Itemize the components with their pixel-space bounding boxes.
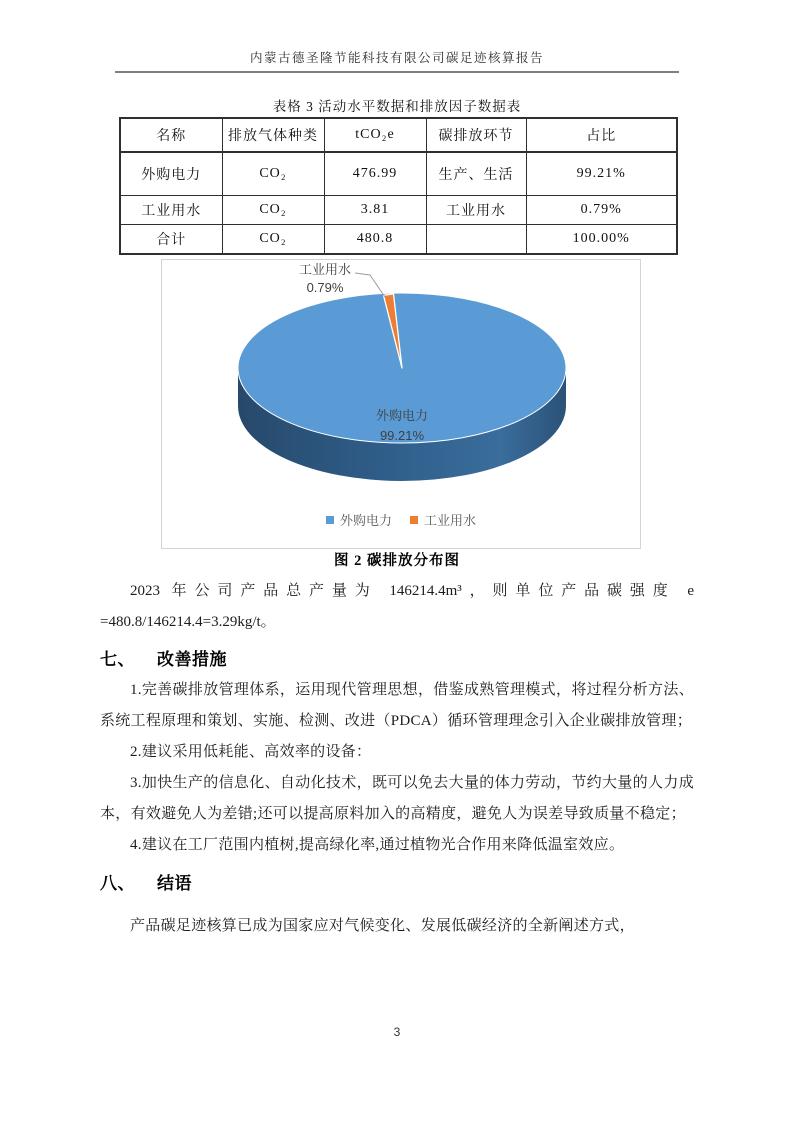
header-divider [115, 71, 679, 73]
cell-gas: CO₂ [222, 152, 324, 196]
activity-data-table [119, 117, 678, 255]
legend-item-purchased-electricity [326, 510, 392, 529]
cell-gas: CO₂ [222, 196, 324, 225]
body-text [100, 576, 694, 942]
cell-name: 工业用水 [120, 196, 222, 225]
section-heading-7 [100, 645, 694, 675]
cell-share: 100.00% [526, 225, 677, 255]
pie-label-value: 0.79% [306, 280, 344, 295]
intro-line-1: 2023 年公司产品总产量为 146214.4m³，则单位产品碳强度 e [130, 583, 694, 599]
legend-label: 工业用水 [424, 513, 477, 528]
report-header-title: 内蒙古德圣隆节能科技有限公司碳足迹核算报告 [249, 51, 544, 65]
col-header-tco2e: tCO₂e [324, 118, 426, 152]
pie-label-value: 99.21% [379, 428, 425, 443]
pie-label-industrial-water [280, 261, 370, 297]
figure-caption: 图 2 碳排放分布图 [334, 553, 460, 569]
section-title: 改善措施 [157, 650, 227, 669]
pie-label-name: 外购电力 [375, 408, 428, 423]
col-header-share: 占比 [526, 118, 677, 152]
cell-share: 0.79% [526, 196, 677, 225]
legend-item-industrial-water [410, 510, 476, 529]
table-row [120, 225, 677, 255]
section-heading-8 [100, 869, 694, 899]
section-number: 八、 [100, 874, 135, 893]
col-header-gas-type: 排放气体种类 [222, 118, 324, 152]
cell-name: 外购电力 [120, 152, 222, 196]
cell-stage: 工业用水 [426, 196, 526, 225]
cell-stage [426, 225, 526, 255]
chart-legend [162, 510, 640, 529]
cell-gas: CO₂ [222, 225, 324, 255]
table-row [120, 152, 677, 196]
legend-label: 外购电力 [339, 513, 392, 528]
cell-tco2e: 3.81 [324, 196, 426, 225]
cell-stage: 生产、生活 [426, 152, 526, 196]
section-title: 结语 [157, 874, 192, 893]
legend-swatch-orange-icon [410, 516, 418, 524]
page-number: 3 [393, 1025, 401, 1039]
pie-label-purchased-electricity [352, 406, 452, 446]
paragraph: 1.完善碳排放管理体系，运用现代管理思想，借鉴成熟管理模式，将过程分析方法、系统工程原理和策划、实施、检测、改进（PDCA）循环管理理念引入企业碳排放管理； [100, 682, 694, 729]
cell-name: 合计 [120, 225, 222, 255]
paragraph: 产品碳足迹核算已成为国家应对气候变化、发展低碳经济的全新阐述方式， [130, 918, 635, 934]
cell-tco2e: 476.99 [324, 152, 426, 196]
table-caption: 表格 3 活动水平数据和排放因子数据表 [272, 99, 522, 114]
pie-chart [161, 259, 641, 549]
table-header-row [120, 118, 677, 152]
cell-tco2e: 480.8 [324, 225, 426, 255]
section-number: 七、 [100, 650, 135, 669]
col-header-emission-stage: 碳排放环节 [426, 118, 526, 152]
pie-chart-canvas [162, 260, 640, 548]
pie-label-name: 工业用水 [298, 262, 351, 277]
legend-swatch-blue-icon [326, 516, 334, 524]
table-row [120, 196, 677, 225]
paragraph: 4.建议在工厂范围内植树,提高绿化率,通过植物光合作用来降低温室效应。 [130, 837, 625, 853]
paragraph: 3.加快生产的信息化、自动化技术，既可以免去大量的体力劳动，节约大量的人力成本，有效避免人为差错;还可以提高原料加入的高精度，避免人为误差导致质量不稳定； [100, 775, 694, 822]
cell-share: 99.21% [526, 152, 677, 196]
paragraph: 2.建议采用低耗能、高效率的设备： [130, 744, 372, 760]
intro-line-2: =480.8/146214.4=3.29kg/t。 [100, 614, 276, 630]
col-header-name: 名称 [120, 118, 222, 152]
